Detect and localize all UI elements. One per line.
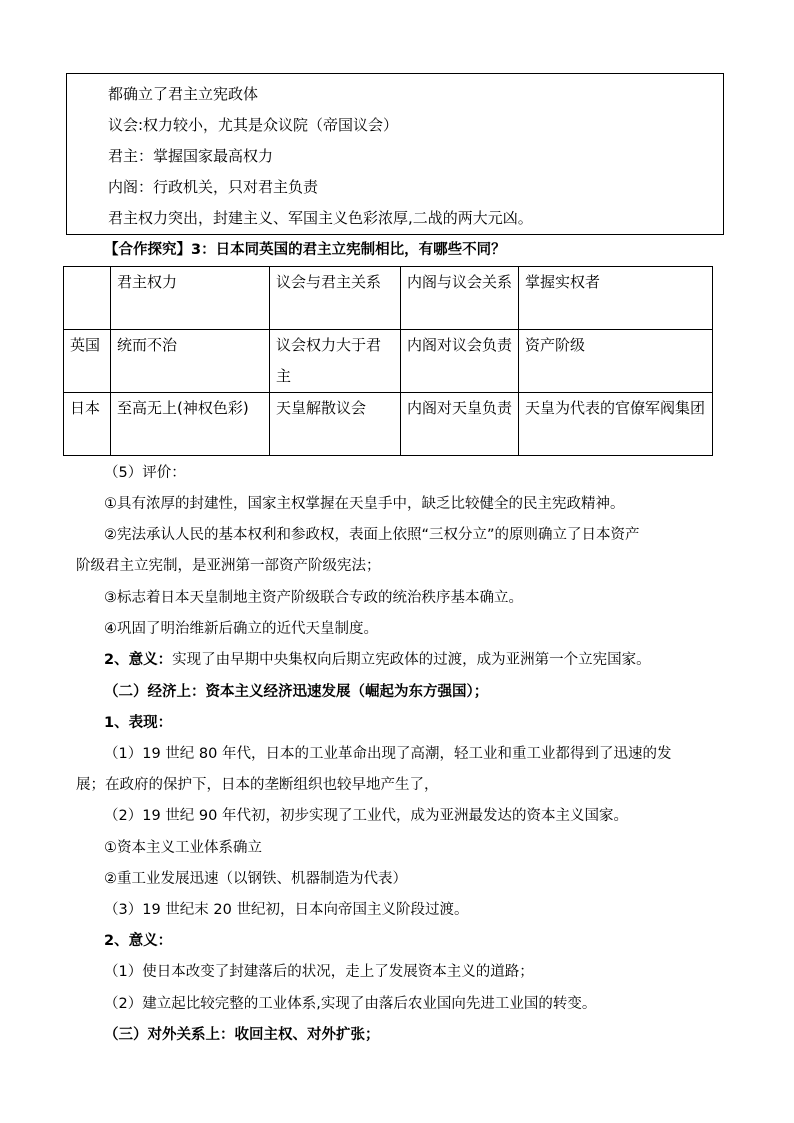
table-cell: 统而不治 — [111, 330, 270, 393]
table-row — [64, 393, 713, 456]
economy-line: （2）19 世纪 90 年代初，初步实现了工业代，成为亚洲最发达的资本主义国家。 — [104, 808, 628, 824]
economy-line: （1）19 世纪 80 年代，日本的工业革命出现了高潮，轻工业和重工业都得到了迅速的发 — [104, 746, 672, 762]
box-line: 君主权力突出，封建主义、军国主义色彩浓厚,二战的两大元凶。 — [108, 209, 533, 227]
table-cell: 内阁对议会负责 — [401, 330, 519, 393]
economy-line: ②重工业发展迅速（以钢铁、机器制造为代表） — [104, 871, 407, 887]
box-line: 都确立了君主立宪政体 — [108, 85, 259, 103]
table-header-cell: 掌握实权者 — [519, 267, 713, 330]
comparison-table — [63, 266, 713, 456]
table-header-row — [64, 267, 713, 330]
significance-text: 实现了由早期中央集权向后期立宪政体的过渡，成为亚洲第一个立宪国家。 — [172, 652, 651, 668]
table-header-cell — [64, 267, 111, 330]
inquiry-title: 【合作探究】3：日本同英国的君主立宪制相比，有哪些不同？ — [104, 242, 506, 258]
table-header-cell: 君主权力 — [111, 267, 270, 330]
table-header-cell: 内阁与议会关系 — [401, 267, 519, 330]
foreign-heading: （三）对外关系上：收回主权、对外扩张； — [104, 1027, 380, 1043]
significance-paragraph — [104, 650, 651, 670]
significance2-heading: 2、意义： — [104, 933, 173, 949]
table-cell: 天皇解散议会 — [270, 393, 401, 456]
economy-line: （3）19 世纪末 20 世纪初，日本向帝国主义阶段过渡。 — [104, 902, 469, 918]
economy-line: ①资本主义工业体系确立 — [104, 840, 262, 856]
significance2-line: （1）使日本改变了封建落后的状况，走上了发展资本主义的道路； — [104, 964, 534, 980]
box-line: 君主：掌握国家最高权力 — [108, 147, 274, 165]
evaluation-item: ④巩固了明治维新后确立的近代天皇制度。 — [104, 621, 378, 637]
box-line: 议会:权力较小，尤其是众议院（帝国议会） — [108, 116, 399, 134]
table-cell: 天皇为代表的官僚军阀集团 — [519, 393, 713, 456]
economy-heading: （二）经济上：资本主义经济迅速发展（崛起为东方强国）； — [104, 684, 489, 700]
economy-subheading: 1、表现： — [104, 715, 173, 731]
table-cell: 至高无上(神权色彩) — [111, 393, 270, 456]
economy-line: 展；在政府的保护下，日本的垄断组织也较早地产生了， — [76, 777, 439, 793]
table-cell: 日本 — [64, 393, 111, 456]
significance2-line: （2）建立起比较完整的工业体系,实现了由落后农业国向先进工业国的转变。 — [104, 996, 597, 1012]
table-row — [64, 330, 713, 393]
evaluation-item: ①具有浓厚的封建性，国家主权掌握在天皇手中，缺乏比较健全的民主宪政精神。 — [104, 496, 625, 512]
evaluation-heading: （5）评价： — [104, 465, 186, 481]
significance-label: 2、意义： — [104, 652, 173, 668]
table-cell: 资产阶级 — [519, 330, 713, 393]
summary-box — [66, 73, 724, 235]
evaluation-item: ②宪法承认人民的基本权利和参政权，表面上依照“三权分立”的原则确立了日本资产 — [104, 527, 640, 543]
evaluation-item: 阶级君主立宪制，是亚洲第一部资产阶级宪法； — [76, 558, 381, 574]
evaluation-item: ③标志着日本天皇制地主资产阶级联合专政的统治秩序基本确立。 — [104, 590, 523, 606]
box-line: 内阁：行政机关，只对君主负责 — [108, 178, 319, 196]
table-cell: 内阁对天皇负责 — [401, 393, 519, 456]
table-header-cell: 议会与君主关系 — [270, 267, 401, 330]
table-cell: 英国 — [64, 330, 111, 393]
table-cell: 议会权力大于君主 — [270, 330, 401, 393]
